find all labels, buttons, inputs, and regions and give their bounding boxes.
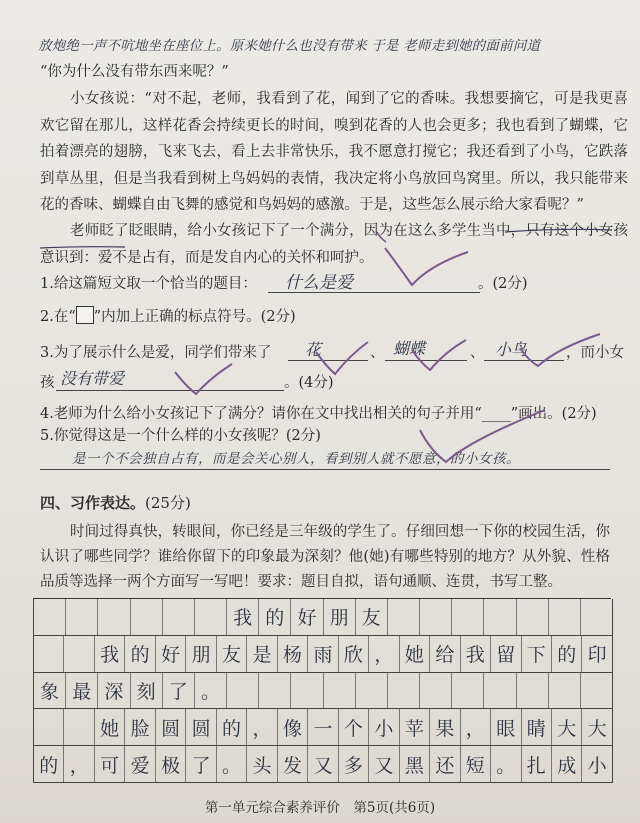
grid-cell[interactable] — [420, 599, 452, 635]
grid-cell[interactable]: 的 — [552, 636, 582, 672]
grid-cell[interactable]: 。 — [217, 746, 247, 782]
grid-cell[interactable] — [484, 673, 516, 709]
grid-cell[interactable]: 扎 — [522, 746, 552, 782]
grid-cell[interactable]: ， — [461, 709, 491, 745]
grid-row — [33, 673, 613, 710]
grid-cell[interactable]: 留 — [491, 636, 521, 672]
grid-cell[interactable]: 朋 — [186, 636, 216, 672]
grid-cell[interactable]: 大 — [552, 709, 582, 745]
grid-cell[interactable]: 的 — [34, 746, 64, 782]
grid-cell[interactable] — [131, 599, 163, 635]
grid-cell[interactable] — [581, 599, 612, 635]
q5-answer-line — [40, 469, 610, 470]
q3-score: 。(4分) — [284, 375, 334, 391]
grid-cell[interactable]: 朋 — [324, 599, 356, 635]
grid-cell[interactable] — [34, 599, 66, 635]
top-printed-line: “你为什么没有带东西来呢？” — [40, 64, 229, 80]
grid-cell[interactable]: 的 — [125, 636, 155, 672]
grid-cell[interactable] — [549, 673, 581, 709]
page-footer: 第一单元综合素养评价 第5页(共6页) — [204, 800, 436, 816]
grid-cell[interactable] — [259, 673, 291, 709]
section-4-prompt: 时间过得真快，转眼间，你已经是三年级的学生了。仔细回想一下你的校园生活，你认识了哪些同学？谁给你留下的印象最为深刻？他(她)有哪些特别的地方？从外貌、性格品质等选择一两个方面写一写吧！要求：题目自拟，语句通顺、连贯，书写工整。 — [40, 524, 610, 590]
grid-cell[interactable]: 圆 — [186, 709, 216, 745]
grid-cell[interactable] — [66, 599, 98, 635]
grid-row — [33, 636, 613, 673]
grid-cell[interactable]: 下 — [522, 636, 552, 672]
grid-cell[interactable]: ， — [247, 709, 277, 745]
grid-cell[interactable] — [484, 599, 516, 635]
writing-grid[interactable] — [33, 598, 611, 783]
grid-cell[interactable]: 还 — [430, 746, 460, 782]
grid-cell[interactable]: 了 — [163, 673, 195, 709]
grid-cell[interactable]: 好 — [156, 636, 186, 672]
question-4: 4.老师为什么给小女孩记下了满分？请你在文中找出相关的句子并用“____”画出。(2分) — [40, 406, 597, 422]
grid-cell[interactable] — [420, 673, 452, 709]
grid-cell[interactable]: 友 — [356, 599, 388, 635]
grid-row — [33, 599, 613, 636]
story-paragraph-1: 小女孩说：“对不起，老师，我看到了花，闻到了它的香味。我想要摘它，可是我更喜欢它留在那儿，这样花香会持续更长的时间，嗅到花香的人也会更多；我也看到了蝴蝶，它拍着漂亮的翅膀，飞来飞去，看上去非常快乐，我不愿意打搅它；我还看到了小鸟，它跌落到草丛里，但是当我看到树上鸟妈妈的表情，我决定将小鸟放回鸟窝里。所以，我只能带来花的香味、蝴蝶自由飞舞的感觉和鸟妈妈的感激。于是，这些怎么展示给大家看呢？” — [40, 91, 628, 213]
grid-cell[interactable] — [452, 599, 484, 635]
question-5: 5.你觉得这是一个什么样的小女孩呢？(2分) — [40, 428, 321, 444]
q3-answer-3: 小鸟 — [495, 340, 528, 359]
grid-cell[interactable] — [64, 636, 94, 672]
grid-cell[interactable]: 个 — [339, 709, 369, 745]
grid-cell[interactable]: 小 — [587, 754, 607, 777]
grid-cell[interactable]: 。 — [195, 673, 227, 709]
grid-cell[interactable]: ， — [369, 636, 399, 672]
q3-sep-2: 、 — [470, 345, 485, 361]
grid-cell[interactable]: 雨 — [308, 636, 338, 672]
question-2: 2.在“ ”内加上正确的标点符号。(2分) — [40, 305, 296, 326]
top-handwriting: 放炮绝一声不吭地坐在座位上。原来她什么也没有带来 于是 老师走到她的面前问道 — [38, 38, 541, 54]
q3-blank-1 — [288, 360, 368, 361]
grid-cell[interactable]: 头 — [247, 746, 277, 782]
grid-cell[interactable]: 欣 — [339, 636, 369, 672]
grid-cell[interactable]: 好 — [291, 599, 323, 635]
q1-score: 。(2分) — [478, 276, 528, 292]
q3-answer-4: 没有带爱 — [60, 369, 125, 388]
grid-row — [33, 709, 613, 746]
grid-cell[interactable] — [64, 709, 94, 745]
grid-cell[interactable]: 了 — [186, 746, 216, 782]
q3-blank-4 — [56, 390, 284, 391]
grid-cell[interactable]: ， — [64, 746, 94, 782]
grid-cell[interactable]: 苹 — [400, 709, 430, 745]
q3-answer-1: 花 — [305, 340, 322, 359]
grid-cell[interactable] — [517, 599, 549, 635]
grid-cell[interactable] — [517, 673, 549, 709]
grid-cell[interactable]: 成 — [552, 746, 582, 782]
grid-cell[interactable]: 像 — [278, 709, 308, 745]
grid-cell[interactable]: 我 — [95, 636, 125, 672]
grid-cell[interactable]: 的 — [217, 709, 247, 745]
grid-cell[interactable]: 小 — [369, 709, 399, 745]
grid-cell[interactable]: 印 — [587, 644, 607, 667]
q3-blank-2 — [385, 360, 467, 361]
grid-cell[interactable]: 多 — [339, 746, 369, 782]
grid-cell[interactable]: 又 — [369, 746, 399, 782]
grid-cell[interactable]: 她 — [400, 636, 430, 672]
grid-cell[interactable]: 可 — [95, 746, 125, 782]
grid-cell[interactable]: 是 — [247, 636, 277, 672]
grid-cell[interactable]: 睛 — [522, 709, 552, 745]
question-3: 3.为了展示什么是爱，同学们带来了 — [40, 345, 272, 361]
q3-answer-2: 蝴蝶 — [393, 339, 426, 358]
grid-cell[interactable] — [356, 673, 388, 709]
q3-sep-1: 、 — [370, 345, 385, 361]
question-1: 1.给这篇短文取一个恰当的题目： — [40, 276, 257, 292]
grid-cell[interactable] — [581, 673, 612, 709]
grid-cell[interactable] — [34, 636, 64, 672]
grid-cell[interactable]: 最 — [66, 673, 98, 709]
grid-cell[interactable]: 又 — [308, 746, 338, 782]
grid-cell[interactable] — [227, 673, 259, 709]
grid-cell[interactable] — [34, 709, 64, 745]
grid-cell[interactable]: 脸 — [125, 709, 155, 745]
grid-row — [33, 746, 613, 783]
grid-cell[interactable]: 圆 — [156, 709, 186, 745]
story-paragraph-2: 老师眨了眨眼睛，给小女孩记下了一个满分，因为在这么多学生当中，只有这个小女孩意识到：爱不是占有，而是发自内心的关怀和呵护。 — [40, 223, 628, 266]
section-4-title: 四、习作表达。(25分) — [40, 494, 191, 512]
grid-cell[interactable]: 。 — [491, 746, 521, 782]
grid-cell[interactable]: 她 — [95, 709, 125, 745]
q3-blank-3 — [484, 360, 564, 361]
grid-cell[interactable]: 杨 — [278, 636, 308, 672]
grid-cell[interactable] — [324, 673, 356, 709]
grid-cell[interactable]: 给 — [430, 636, 460, 672]
grid-cell[interactable] — [98, 599, 130, 635]
grid-cell[interactable] — [549, 599, 581, 635]
grid-cell[interactable]: 爱 — [125, 746, 155, 782]
grid-cell[interactable]: 象 — [34, 673, 66, 709]
grid-cell[interactable]: 的 — [259, 599, 291, 635]
grid-cell[interactable]: 深 — [98, 673, 130, 709]
grid-cell[interactable]: 一 — [308, 709, 338, 745]
grid-cell[interactable] — [388, 673, 420, 709]
grid-cell[interactable]: 眼 — [491, 709, 521, 745]
grid-cell[interactable]: 极 — [156, 746, 186, 782]
grid-cell[interactable] — [452, 673, 484, 709]
grid-cell[interactable]: 果 — [430, 709, 460, 745]
q3-line2-prefix: 孩 — [40, 375, 55, 391]
grid-cell[interactable]: 友 — [217, 636, 247, 672]
punctuation-box[interactable] — [76, 306, 94, 324]
q3-tail: ，而小女 — [566, 345, 624, 361]
grid-cell[interactable] — [163, 599, 195, 635]
grid-cell[interactable] — [388, 599, 420, 635]
q1-answer: 什么是爱 — [285, 273, 353, 293]
grid-cell[interactable]: 大 — [587, 717, 607, 740]
grid-cell[interactable] — [291, 673, 323, 709]
grid-cell[interactable]: 我 — [227, 599, 259, 635]
grid-cell[interactable]: 黑 — [400, 746, 430, 782]
grid-cell[interactable] — [195, 599, 227, 635]
grid-cell[interactable]: 发 — [278, 746, 308, 782]
q5-answer: 是一个不会独自占有，而是会关心别人，看到别人就不愿意，的小女孩。 — [72, 451, 520, 467]
grid-cell[interactable]: 我 — [461, 636, 491, 672]
grid-cell[interactable]: 刻 — [131, 673, 163, 709]
check-mark-q3a — [316, 342, 368, 374]
grid-cell[interactable]: 短 — [461, 746, 491, 782]
